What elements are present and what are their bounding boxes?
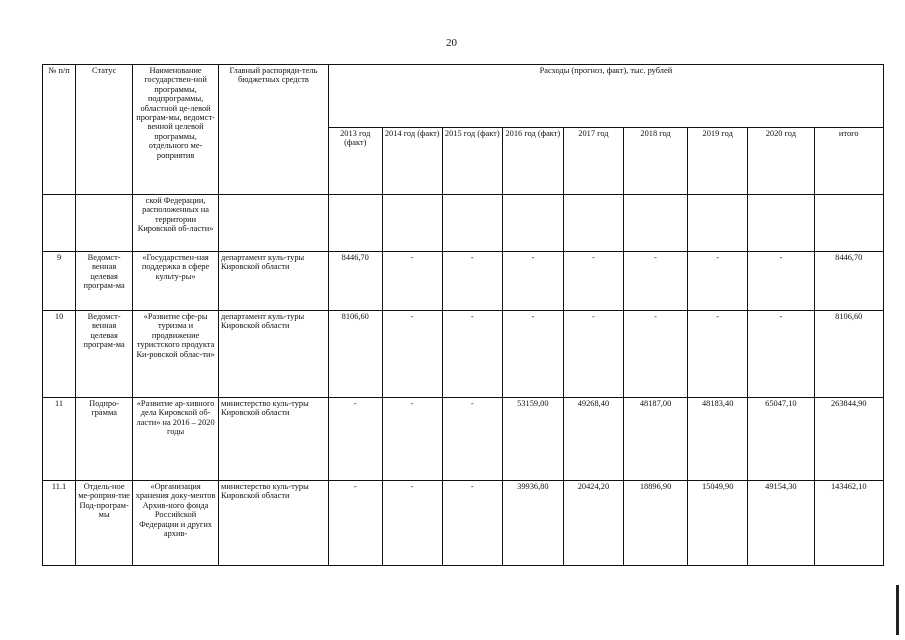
header-total: итого — [814, 128, 884, 195]
cell-num: 11 — [43, 398, 76, 481]
cell-value: - — [563, 311, 623, 398]
table-row — [43, 252, 884, 311]
cell-value: 18896,90 — [623, 481, 687, 566]
cell-name: «Развитие ар-хивного дела Кировской об-ласти» на 2016 – 2020 годы — [133, 398, 219, 481]
cell-num: 9 — [43, 252, 76, 311]
cell-value: - — [748, 311, 814, 398]
table-row — [43, 481, 884, 566]
header-year: 2020 год — [748, 128, 814, 195]
cell-value: - — [688, 252, 748, 311]
cell-status: Подпро-грамма — [76, 398, 133, 481]
cell-value: - — [688, 311, 748, 398]
cell-value: - — [382, 481, 442, 566]
cell-value: - — [502, 311, 563, 398]
cell-empty — [688, 195, 748, 252]
table-row-continuation — [43, 195, 884, 252]
cell-value: 20424,20 — [563, 481, 623, 566]
cell-value: 53159,00 — [502, 398, 563, 481]
table-row — [43, 311, 884, 398]
header-status: Статус — [76, 65, 133, 195]
cell-value: - — [442, 481, 502, 566]
cell-total: 263844,90 — [814, 398, 884, 481]
header-row-1 — [43, 65, 884, 128]
cell-value: 39936,80 — [502, 481, 563, 566]
cell-value: 49154,30 — [748, 481, 814, 566]
cell-value: - — [328, 481, 382, 566]
cell-empty — [43, 195, 76, 252]
cell-empty — [442, 195, 502, 252]
cell-value: - — [382, 311, 442, 398]
header-year: 2016 год (факт) — [502, 128, 563, 195]
cell-value: - — [623, 311, 687, 398]
cell-value: - — [328, 398, 382, 481]
cell-empty — [328, 195, 382, 252]
cell-admin: министерство куль-туры Кировской области — [219, 398, 329, 481]
cell-value: 8446,70 — [328, 252, 382, 311]
header-year: 2017 год — [563, 128, 623, 195]
cell-num: 11.1 — [43, 481, 76, 566]
header-admin: Главный распоряди-тель бюджетных средств — [219, 65, 329, 195]
header-year: 2014 год (факт) — [382, 128, 442, 195]
cell-value: - — [382, 252, 442, 311]
cell-name: «Организация хранения доку-ментов Архив-ного фонда Российской Федерации и других архив- — [133, 481, 219, 566]
page-number: 20 — [446, 37, 457, 49]
cell-num: 10 — [43, 311, 76, 398]
table-row — [43, 398, 884, 481]
cell-value: - — [442, 252, 502, 311]
cell-empty — [748, 195, 814, 252]
cell-empty — [563, 195, 623, 252]
cell-value: - — [623, 252, 687, 311]
cell-value: - — [382, 398, 442, 481]
cell-admin: департамент куль-туры Кировской области — [219, 311, 329, 398]
cell-value: - — [442, 398, 502, 481]
cell-empty — [814, 195, 884, 252]
cell-value: - — [748, 252, 814, 311]
cell-total: 143462,10 — [814, 481, 884, 566]
page-edge-mark — [896, 585, 899, 635]
header-expenses: Расходы (прогноз, факт), тыс. рублей — [328, 65, 883, 128]
header-year: 2019 год — [688, 128, 748, 195]
cell-empty — [382, 195, 442, 252]
cell-value: - — [563, 252, 623, 311]
cell-status: Ведомст-венная целевая програм-ма — [76, 252, 133, 311]
header-num: № п/п — [43, 65, 76, 195]
cell-admin: департамент куль-туры Кировской области — [219, 252, 329, 311]
cell-value: - — [502, 252, 563, 311]
cell-value: 15049,90 — [688, 481, 748, 566]
cell-name: «Развитие сфе-ры туризма и продвижение туристского продукта Ки-ровской облас-ти» — [133, 311, 219, 398]
cell-value: 8106,60 — [328, 311, 382, 398]
cell-name: ской Федерации, расположенных на территории Кировской об-ласти» — [133, 195, 219, 252]
cell-status: Отдель-ное ме-роприя-тие Под-програм-мы — [76, 481, 133, 566]
cell-value: 49268,40 — [563, 398, 623, 481]
cell-empty — [76, 195, 133, 252]
cell-name: «Государствен-ная поддержка в сфере культу-ры» — [133, 252, 219, 311]
cell-value: 65047,10 — [748, 398, 814, 481]
cell-empty — [623, 195, 687, 252]
header-year: 2018 год — [623, 128, 687, 195]
cell-total: 8446,70 — [814, 252, 884, 311]
cell-value: 48187,00 — [623, 398, 687, 481]
cell-value: 48183,40 — [688, 398, 748, 481]
header-name: Наименование государствен-ной программы, подпрограммы, областной це-левой програм-мы, ведомст-венной целевой программы, отдельного ме-роприятия — [133, 65, 219, 195]
cell-empty — [219, 195, 329, 252]
cell-empty — [502, 195, 563, 252]
cell-total: 8106,60 — [814, 311, 884, 398]
header-year: 2015 год (факт) — [442, 128, 502, 195]
cell-value: - — [442, 311, 502, 398]
cell-status: Ведомст-венная целевая програм-ма — [76, 311, 133, 398]
header-year: 2013 год (факт) — [328, 128, 382, 195]
cell-admin: министерство куль-туры Кировской области — [219, 481, 329, 566]
budget-table — [42, 64, 884, 566]
